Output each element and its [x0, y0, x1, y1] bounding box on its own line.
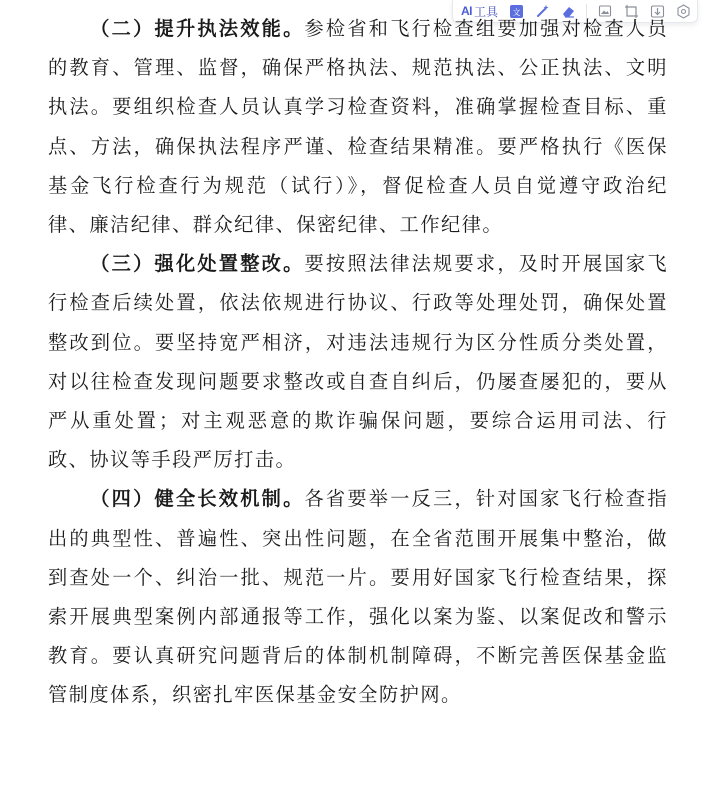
paragraph-long-term-mechanism: [48, 479, 668, 714]
section-heading: （三）强化处置整改。: [90, 252, 305, 276]
paragraph-text: 各省要举一反三，针对国家飞行检查指出的典型性、普遍性、突出性问题，在全省范围开展集中整治，做到查处一个、纠治一批、规范一片。要用好国家飞行检查结果，探索开展典型案例内部通报等工作，强化以案为鉴、以案促改和警示教育。要认真研究问题背后的体制机制障碍，不断完善医保基金监管制度体系，织密扎牢医保基金安全防护网。: [48, 487, 669, 707]
settings-icon[interactable]: [675, 3, 691, 19]
paragraph-text: 参检省和飞行检查组要加强对检查人员的教育、管理、监督，确保严格执法、规范执法、公正执法、文明执法。要组织检查人员认真学习检查资料，准确掌握检查目标、重点、方法，确保执法程序严谨、检查结果精准。要严格执行《医保基金飞行检查行为规范（试行）》，督促检查人员自觉遵守政治纪律、廉洁纪律、群众纪律、保密纪律、工作纪律。: [48, 17, 669, 237]
paragraph-text: 要按照法律法规要求，及时开展国家飞行检查后续处置，依法依规进行协议、行政等处理处罚，确保处置整改到位。要坚持宽严相济，对违法违规行为区分性质分类处置，对以往检查发现问题要求整改或自查自纠后，仍屡查屡犯的，要从严从重处置；对主观恶意的欺诈骗保问题，要综合运用司法、行政、协议等手段严厉打击。: [48, 252, 669, 472]
ai-mark: AI: [460, 4, 472, 18]
paragraph-rectification: [48, 244, 668, 479]
section-heading: （四）健全长效机制。: [90, 487, 305, 511]
document-body: [48, 9, 668, 715]
paragraph-enforcement: [48, 9, 668, 244]
section-heading: （二）提升执法效能。: [90, 17, 305, 40]
svg-text:文: 文: [512, 7, 520, 17]
ai-tools-label: 工具: [473, 4, 498, 19]
